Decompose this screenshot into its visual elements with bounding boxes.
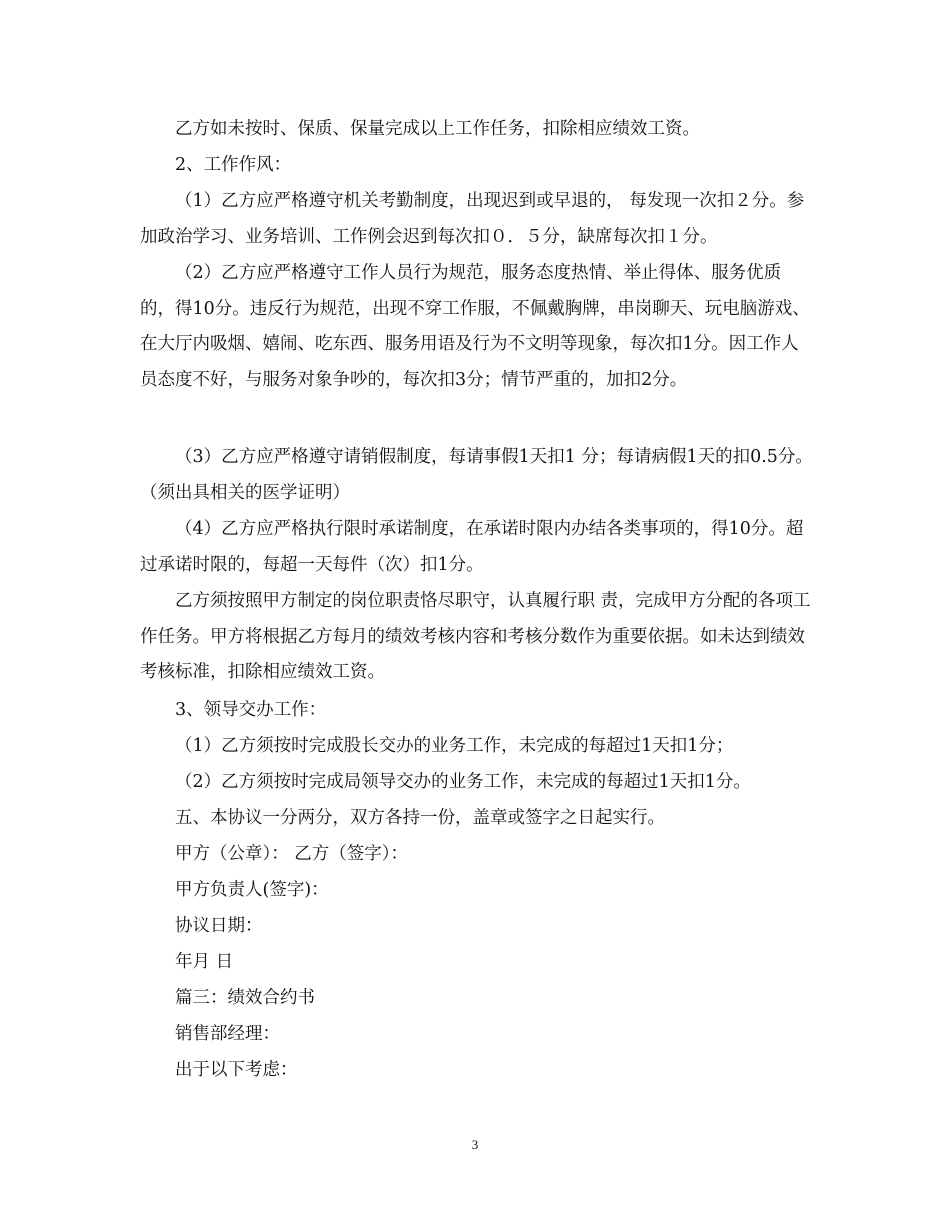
heading-leader-tasks: 3、领导交办工作：: [175, 700, 327, 720]
signature-responsible: 甲方负责人(签字)：: [175, 880, 329, 900]
date-placeholder: 年月 日: [175, 952, 234, 972]
paragraph-copies: 五、本协议一分两分，双方各持一份，盖章或签字之日起实行。: [175, 808, 665, 828]
agreement-date-label: 协议日期：: [175, 916, 263, 936]
paragraph-bureau-tasks: （2）乙方须按时完成局领导交办的业务工作，未完成的每超过1天扣1分。: [175, 772, 751, 792]
page-number: 3: [471, 1137, 479, 1152]
section-title: 篇三：绩效合约书: [175, 988, 315, 1008]
paragraph-penalty-note: 乙方如未按时、保质、保量完成以上工作任务，扣除相应绩效工资。: [175, 119, 700, 139]
paragraph-time-limit: （4）乙方应严格执行限时承诺制度，在承诺时限内办结各类事项的，得10分。超过承诺时限的，每超一天每件（次）扣1分。: [140, 519, 804, 575]
paragraph-leave: （3）乙方应严格遵守请销假制度，每请事假1天扣1 分；每请病假1天的扣0.5分。（须出具相关的医学证明）: [140, 447, 813, 503]
heading-work-style: 2、工作作风：: [175, 155, 292, 175]
paragraph-conduct: （2）乙方应严格遵守工作人员行为规范，服务态度热情、举止得体、服务优质的，得10分。违反行为规范，出现不穿工作服，不佩戴胸牌，串岗聊天、玩电脑游戏、在大厅内吸烟、嬉闹、吃东西、服务用语及行为不文明等现象，每次扣1分。因工作人员态度不好，与服务对象争吵的，每次扣3分；情节严重的，加扣2分。: [140, 263, 810, 390]
paragraph-section-chief-tasks: （1）乙方须按时完成股长交办的业务工作，未完成的每超过1天扣1分；: [175, 736, 734, 756]
signature-parties: 甲方（公章）： 乙方（签字）：: [175, 844, 409, 864]
paragraph-attendance: （1）乙方应严格遵守机关考勤制度，出现迟到或早退的， 每发现一次扣２分。参加政治学习、业务培训、工作例会迟到每次扣０．５分，缺席每次扣１分。: [140, 191, 805, 247]
paragraph-duties: 乙方须按照甲方制定的岗位职责恪尽职守，认真履行职 责，完成甲方分配的各项工作任务。甲方将根据乙方每月的绩效考核内容和考核分数作为重要依据。如未达到绩效考核标准，扣除相应绩效工资。: [140, 591, 811, 682]
considerations-label: 出于以下考虑：: [175, 1060, 298, 1080]
sales-manager-label: 销售部经理：: [175, 1024, 280, 1044]
